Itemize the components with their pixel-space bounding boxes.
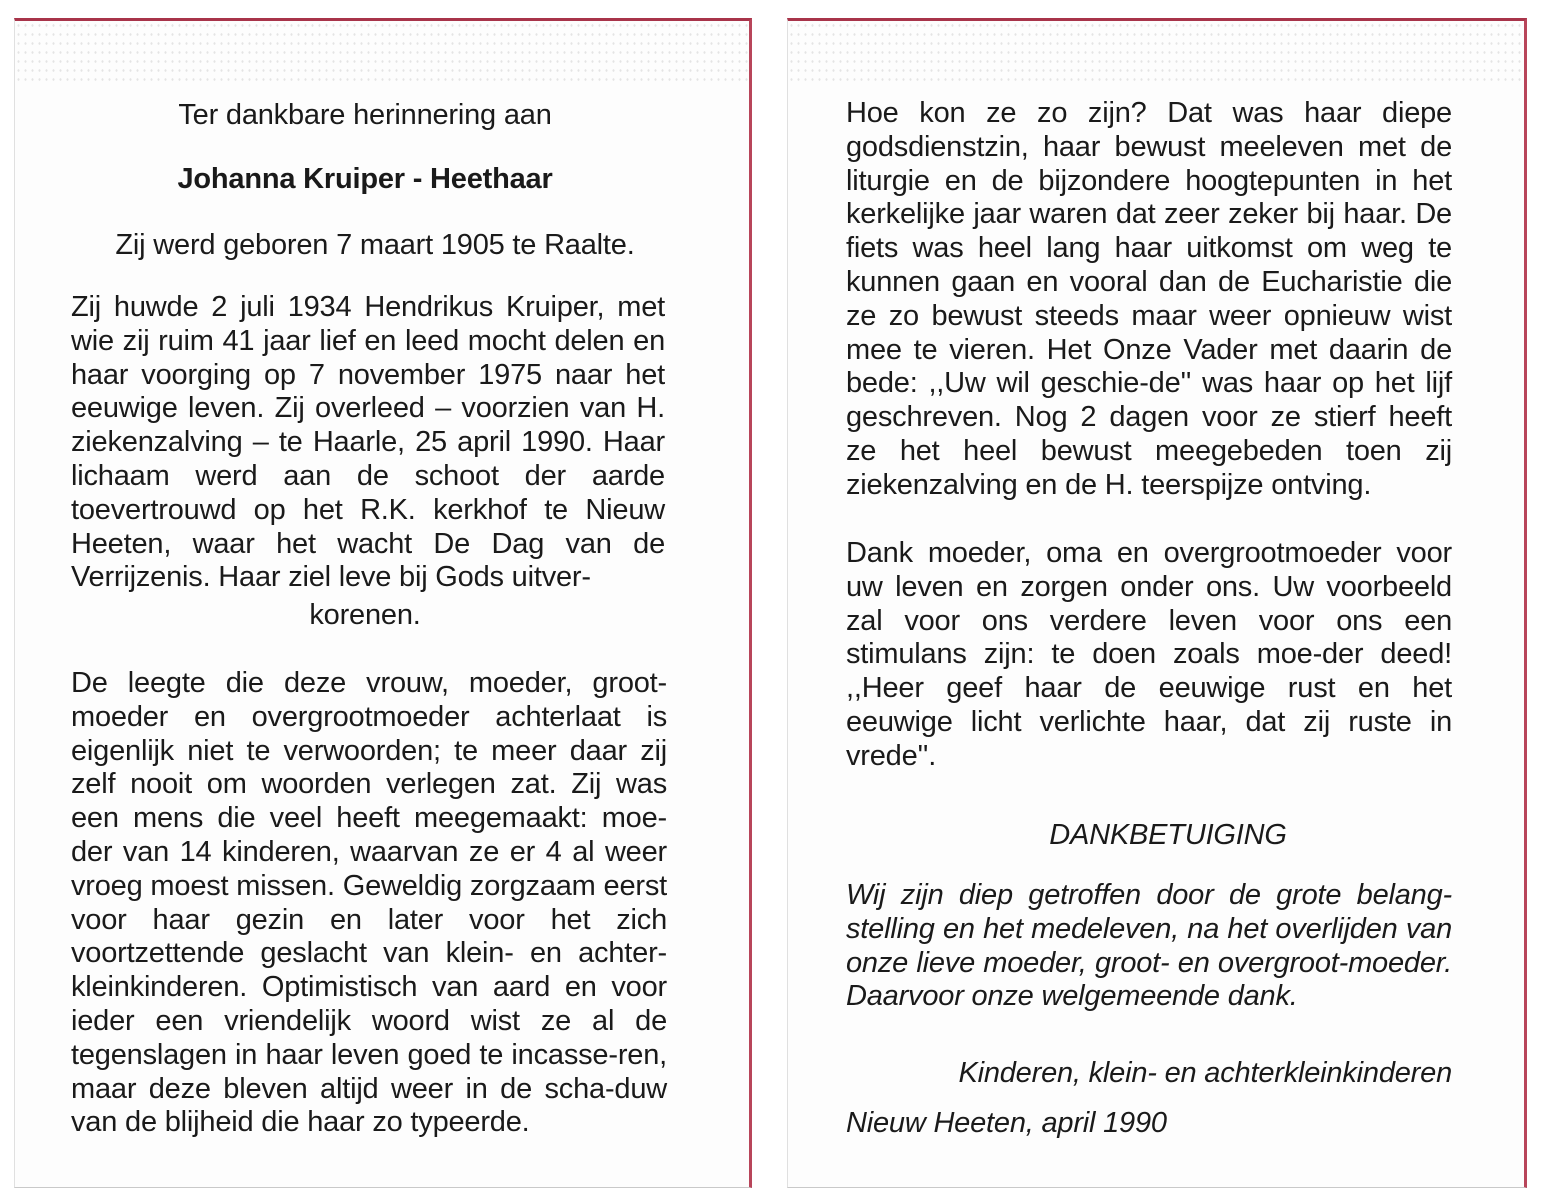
birth-line: Zij werd geboren 7 maart 1905 te Raalte. — [115, 229, 635, 261]
intro-line: Ter dankbare herinnering aan — [178, 99, 552, 131]
memorial-card-left — [14, 18, 752, 1188]
family-signature: Kinderen, klein- en achterkleinkinderen — [958, 1057, 1452, 1089]
paper-texture — [15, 21, 749, 81]
memorial-card-right — [787, 18, 1527, 1188]
faith-paragraph: Hoe kon ze zo zijn? Dat was haar diepe godsdienstzin, haar bewust meeleven met de liturgie en de bijzondere hoogtepunten in het kerkelijke jaar waren dat zeer zeker bij haar. De fiets was heel lang haar uitkomst om weg te kunnen gaan en vooral dan de Eucharistie die ze zo bewust steeds maar weer opnieuw wist mee te vieren. Het Onze Vader met daarin de bede: ,,Uw wil geschie-de'' was haar op het lijf geschreven. Nog 2 dagen voor ze stierf heeft ze het heel bewust meegebeden toen zij ziekenzalving en de H. teerspijze ontving. — [846, 97, 1452, 501]
deceased-name: Johanna Kruiper - Heethaar — [177, 163, 553, 195]
acknowledgement-heading: DANKBETUIGING — [1049, 819, 1287, 851]
gratitude-paragraph: Dank moeder, oma en overgrootmoeder voor uw leven en zorgen onder ons. Uw voorbeeld zal voor ons verdere leven voor ons een stimulans zijn: te doen zoals moe-der deed! ,,Heer geef haar de eeuwige rust en het eeuwige licht verlichte haar, dat zij ruste in vrede''. — [846, 537, 1452, 772]
biography-paragraph-end: korenen. — [309, 599, 421, 631]
paper-texture — [788, 21, 1524, 81]
place-date: Nieuw Heeten, april 1990 — [846, 1107, 1167, 1139]
acknowledgement-text: Wij zijn diep getroffen door de grote belang-stelling en het medeleven, na het overlijden van onze lieve moeder, groot- en overgroot-moeder. Daarvoor onze welgemeende dank. — [846, 879, 1452, 1013]
biography-paragraph: Zij huwde 2 juli 1934 Hendrikus Kruiper, met wie zij ruim 41 jaar lief en leed mocht delen en haar voorging op 7 november 1975 naar het eeuwige leven. Zij overleed – voorzien van H. ziekenzalving – te Haarle, 25 april 1990. Haar lichaam werd aan de schoot der aarde toevertrouwd op het R.K. kerkhof te Nieuw Heeten, waar het wacht De Dag van de Verrijzenis. Haar ziel leve bij Gods uitver- — [71, 291, 665, 594]
character-paragraph: De leegte die deze vrouw, moeder, groot-moeder en overgrootmoeder achterlaat is eigenlijk niet te verwoorden; te meer daar zij zelf nooit om woorden verlegen zat. Zij was een mens die veel heeft meegemaakt: moe-der van 14 kinderen, waarvan ze er 4 al weer vroeg moest missen. Geweldig zorgzaam eerst voor haar gezin en later voor het zich voortzettende geslacht van klein- en achter-kleinkinderen. Optimistisch van aard en voor ieder een vriendelijk woord wist ze al de tegenslagen in haar leven goed te incasse-ren, maar deze bleven altijd weer in de scha-duw van de blijheid die haar zo typeerde. — [71, 667, 667, 1139]
